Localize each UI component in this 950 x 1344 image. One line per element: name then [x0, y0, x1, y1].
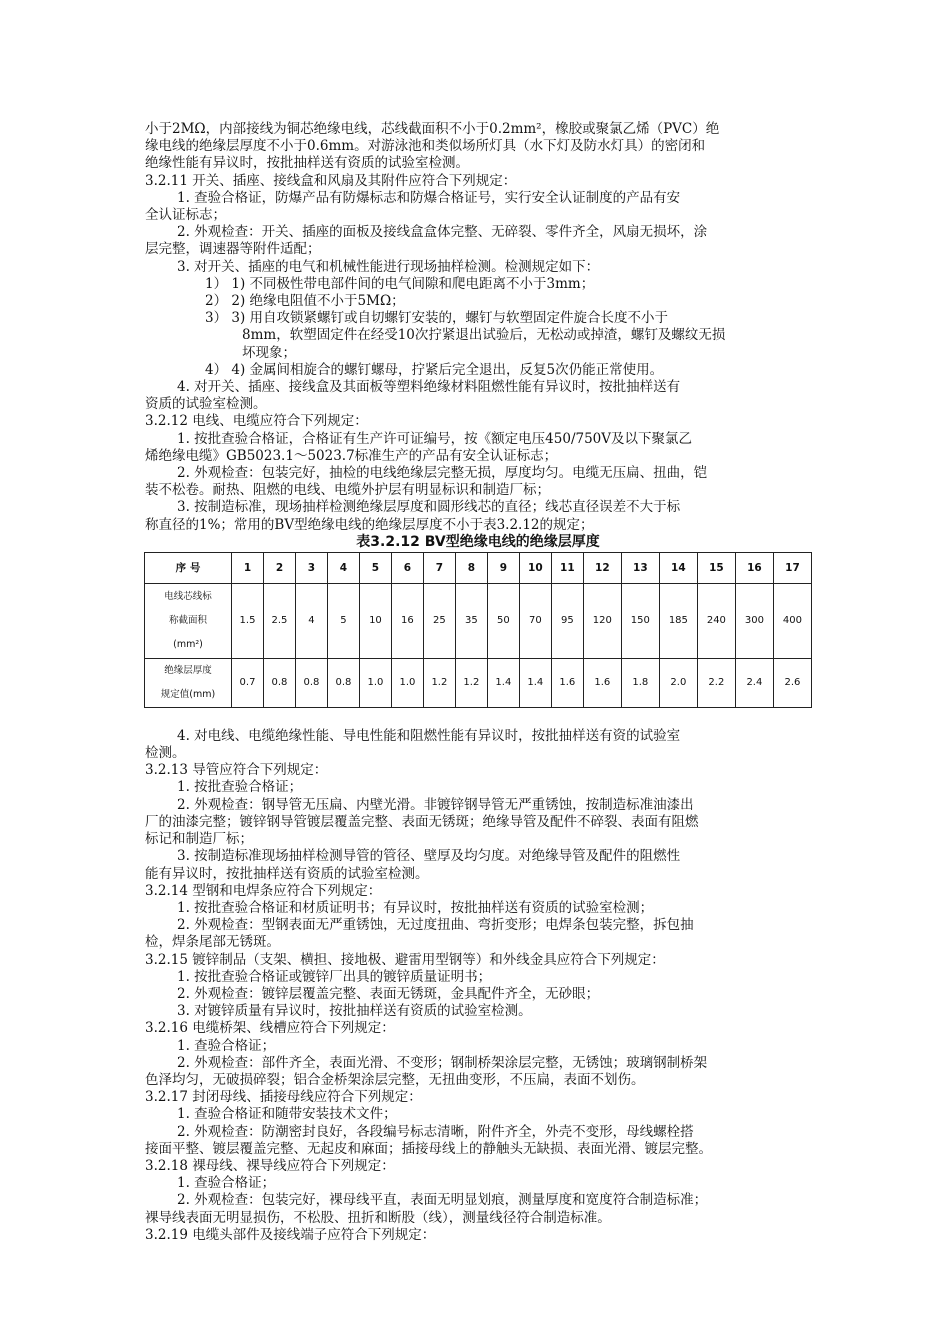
text-line: 3. 按制造标准现场抽样检测导管的管径、壁厚及均匀度。对绝缘导管及配件的阻燃性 — [177, 848, 681, 865]
table-cell: 70 — [519, 583, 551, 658]
text-line: 缘电线的绝缘层厚度不小于0.6mm。对游泳池和类似场所灯具（水下灯及防水灯具）的密闭和 — [145, 138, 706, 155]
table-cell: 2.0 — [659, 658, 697, 707]
text-line: 4. 对开关、插座、接线盒及其面板等塑料绝缘材料阻燃性能有异议时，按批抽样送有 — [177, 379, 681, 396]
table-header-cell: 12 — [583, 552, 621, 583]
text-block-top — [145, 121, 811, 534]
table-cell: 2.2 — [697, 658, 735, 707]
text-line: 4） 4) 金属间相旋合的螺钉螺母，拧紧后完全退出，反复5次仍能正常使用。 — [205, 361, 664, 378]
table-header-label: 序 号 — [145, 552, 232, 583]
table-cell: 10 — [359, 583, 391, 658]
table-row-label-line: 规定值(mm) — [160, 688, 216, 700]
table-row-label-line: 称截面积 — [168, 614, 207, 626]
table-cell: 300 — [735, 583, 773, 658]
text-line: 3.2.15 镀锌制品（支架、横担、接地极、避雷用型钢等）和外线金具应符合下列规定： — [145, 951, 665, 968]
table-row — [145, 583, 812, 658]
table-cell: 1.5 — [232, 583, 264, 658]
text-line: 3. 对镀锌质量有异议时，按批抽样送有资质的试验室检测。 — [177, 1003, 532, 1020]
table-header-cell: 5 — [359, 552, 391, 583]
table-row-label-line: 绝缘层厚度 — [164, 664, 212, 676]
table-cell: 1.6 — [583, 658, 621, 707]
table-header-cell: 16 — [735, 552, 773, 583]
text-line: 3） 3) 用自攻锁紧螺钉或自切螺钉安装的，螺钉与软塑固定件旋合长度不小于 — [205, 310, 669, 327]
table-cell: 2.5 — [263, 583, 295, 658]
table-caption: 表3.2.12 BV型绝缘电线的绝缘层厚度 — [356, 533, 600, 550]
table-cell: 4 — [295, 583, 327, 658]
text-line: 3.2.17 封闭母线、插接母线应符合下列规定： — [145, 1089, 422, 1106]
table-cell: 16 — [391, 583, 423, 658]
text-line: 烯绝缘电缆》GB5023.1～5023.7标准生产的产品有安全认证标志； — [145, 447, 558, 464]
text-line: 1. 查验合格证； — [177, 1037, 276, 1054]
text-line: 2） 2) 绝缘电阻值不小于5MΩ； — [205, 293, 405, 310]
table-cell: 25 — [423, 583, 455, 658]
text-line: 2. 外观检查：钢导管无压扁、内壁光滑。非镀锌钢导管无严重锈蚀，按制造标准油漆出 — [177, 796, 694, 813]
text-line: 坏现象； — [242, 344, 296, 361]
table-cell: 1.0 — [391, 658, 423, 707]
text-line: 检，焊条尾部无锈斑。 — [145, 934, 280, 951]
table-header-cell: 3 — [295, 552, 327, 583]
text-line: 4. 对电线、电缆绝缘性能、导电性能和阻燃性能有异议时，按批抽样送有资的试验室 — [177, 727, 681, 744]
text-line: 1. 查验合格证和随带安装技术文件； — [177, 1106, 397, 1123]
text-block-bottom — [145, 728, 811, 1244]
text-line: 称直径的1%；常用的BV型绝缘电线的绝缘层厚度不小于表3.2.12的规定； — [145, 516, 594, 533]
table-cell: 1.4 — [519, 658, 551, 707]
text-line: 2. 外观检查：部件齐全，表面光滑、不变形；钢制桥架涂层完整，无锈蚀；玻璃钢制桥架 — [177, 1054, 708, 1071]
table-header-cell: 1 — [232, 552, 264, 583]
text-line: 3. 按制造标准，现场抽样检测绝缘层厚度和圆形线芯的直径；线芯直径误差不大于标 — [177, 499, 681, 516]
table-header-cell: 2 — [263, 552, 295, 583]
table-cell: 185 — [659, 583, 697, 658]
text-line: 2. 外观检查：包装完好，抽检的电线绝缘层完整无损，厚度均匀。电缆无压扁、扭曲，铠 — [177, 465, 708, 482]
table-cell: 95 — [551, 583, 583, 658]
table-header-cell: 14 — [659, 552, 697, 583]
table-row-label-line: (mm²) — [173, 638, 203, 650]
table-cell: 2.4 — [735, 658, 773, 707]
table-cell: 0.7 — [232, 658, 264, 707]
text-line: 8mm，软塑固定件在经受10次拧紧退出试验后，无松动或掉渣，螺钉及螺纹无损 — [242, 327, 726, 344]
table-header-cell: 11 — [551, 552, 583, 583]
table-cell: 0.8 — [263, 658, 295, 707]
table-cell: 1.6 — [551, 658, 583, 707]
table-cell: 1.8 — [621, 658, 659, 707]
text-line: 检测。 — [145, 745, 186, 762]
table-header-cell: 8 — [455, 552, 487, 583]
text-line: 3.2.14 型钢和电焊条应符合下列规定： — [145, 882, 382, 899]
table-cell: 0.8 — [327, 658, 359, 707]
text-line: 3.2.19 电缆头部件及接线端子应符合下列规定： — [145, 1226, 436, 1243]
table-cell: 400 — [773, 583, 811, 658]
table-row — [145, 658, 812, 707]
insulation-thickness-table — [144, 552, 812, 708]
text-line: 能有异议时，按批抽样送有资质的试验室检测。 — [145, 865, 429, 882]
text-line: 1. 按批查验合格证，合格证有生产许可证编号，按《额定电压450/750V及以下聚氯乙 — [177, 430, 693, 447]
text-line: 全认证标志； — [145, 207, 226, 224]
table-cell: 240 — [697, 583, 735, 658]
text-line: 接面平整、镀层覆盖完整、无起皮和麻面；插接母线上的静触头无缺损、表面光滑、镀层完整。 — [145, 1140, 712, 1157]
table-cell: 35 — [455, 583, 487, 658]
text-line: 绝缘性能有异议时，按批抽样送有资质的试验室检测。 — [145, 155, 469, 172]
text-line: 2. 外观检查：镀锌层覆盖完整、表面无锈斑，金具配件齐全，无砂眼； — [177, 985, 600, 1002]
table-row-label — [145, 583, 232, 658]
table-cell: 1.2 — [455, 658, 487, 707]
text-line: 2. 外观检查：包装完好，裸母线平直，表面无明显划痕，测量厚度和宽度符合制造标准； — [177, 1192, 708, 1209]
table-cell: 120 — [583, 583, 621, 658]
text-line: 1） 1) 不同极性带电部件间的电气间隙和爬电距离不小于3mm； — [205, 275, 595, 292]
table-header-cell: 6 — [391, 552, 423, 583]
text-line: 2. 外观检查：开关、插座的面板及接线盒盒体完整、无碎裂、零件齐全，风扇无损坏，涂 — [177, 224, 708, 241]
table-cell: 2.6 — [773, 658, 811, 707]
text-line: 1. 按批查验合格证和材质证明书；有异议时，按批抽样送有资质的试验室检测； — [177, 899, 654, 916]
table-header-cell: 4 — [327, 552, 359, 583]
table-row-label-line: 电线芯线标 — [164, 590, 212, 602]
text-line: 3.2.13 导管应符合下列规定： — [145, 762, 328, 779]
text-line: 装不松卷。耐热、阻燃的电线、电缆外护层有明显标识和制造厂标； — [145, 482, 550, 499]
text-line: 3.2.16 电缆桥架、线槽应符合下列规定： — [145, 1020, 395, 1037]
table-header-cell: 13 — [621, 552, 659, 583]
table-header-row — [145, 552, 812, 583]
spacer — [145, 708, 811, 728]
table-cell: 1.4 — [487, 658, 519, 707]
text-line: 3.2.18 裸母线、裸导线应符合下列规定： — [145, 1157, 395, 1174]
table-cell: 50 — [487, 583, 519, 658]
text-line: 3.2.12 电线、电缆应符合下列规定： — [145, 413, 368, 430]
text-line: 标记和制造厂标； — [145, 831, 253, 848]
table-header-cell: 15 — [697, 552, 735, 583]
text-line: 1. 按批查验合格证或镀锌厂出具的镀锌质量证明书； — [177, 968, 492, 985]
text-line: 3.2.11 开关、插座、接线盒和风扇及其附件应符合下列规定： — [145, 172, 517, 189]
text-line: 资质的试验室检测。 — [145, 396, 267, 413]
text-line: 裸导线表面无明显损伤，不松股、扭折和断股（线），测量线径符合制造标准。 — [145, 1209, 611, 1226]
table-cell: 150 — [621, 583, 659, 658]
text-line: 1. 按批查验合格证； — [177, 779, 303, 796]
text-line: 2. 外观检查：防潮密封良好，各段编号标志清晰，附件齐全，外壳不变形，母线螺栓搭 — [177, 1123, 694, 1140]
text-line: 2. 外观检查：型钢表面无严重锈蚀，无过度扭曲、弯折变形；电焊条包装完整，拆包抽 — [177, 917, 694, 934]
text-line: 小于2MΩ，内部接线为铜芯绝缘电线，芯线截面积不小于0.2mm²，橡胶或聚氯乙烯（PVC）绝 — [145, 121, 720, 137]
table-header-cell: 7 — [423, 552, 455, 583]
table-header-cell: 10 — [519, 552, 551, 583]
text-line: 厂的油漆完整；镀锌钢导管镀层覆盖完整、表面无锈斑；绝缘导管及配件不碎裂、表面有阻燃 — [145, 813, 699, 830]
table-cell: 5 — [327, 583, 359, 658]
text-line: 3. 对开关、插座的电气和机械性能进行现场抽样检测。检测规定如下： — [177, 258, 600, 275]
text-line: 层完整，调速器等附件适配； — [145, 241, 321, 258]
text-line: 1. 查验合格证； — [177, 1175, 276, 1192]
table-cell: 1.0 — [359, 658, 391, 707]
text-line: 色泽均匀，无破损碎裂；铝合金桥架涂层完整，无扭曲变形，不压扁，表面不划伤。 — [145, 1071, 645, 1088]
table-cell: 0.8 — [295, 658, 327, 707]
text-line: 1. 查验合格证，防爆产品有防爆标志和防爆合格证号，实行安全认证制度的产品有安 — [177, 189, 681, 206]
table-row-label — [145, 658, 232, 707]
table-header-cell: 17 — [773, 552, 811, 583]
table-cell: 1.2 — [423, 658, 455, 707]
document-page — [145, 121, 811, 1244]
table-header-cell: 9 — [487, 552, 519, 583]
